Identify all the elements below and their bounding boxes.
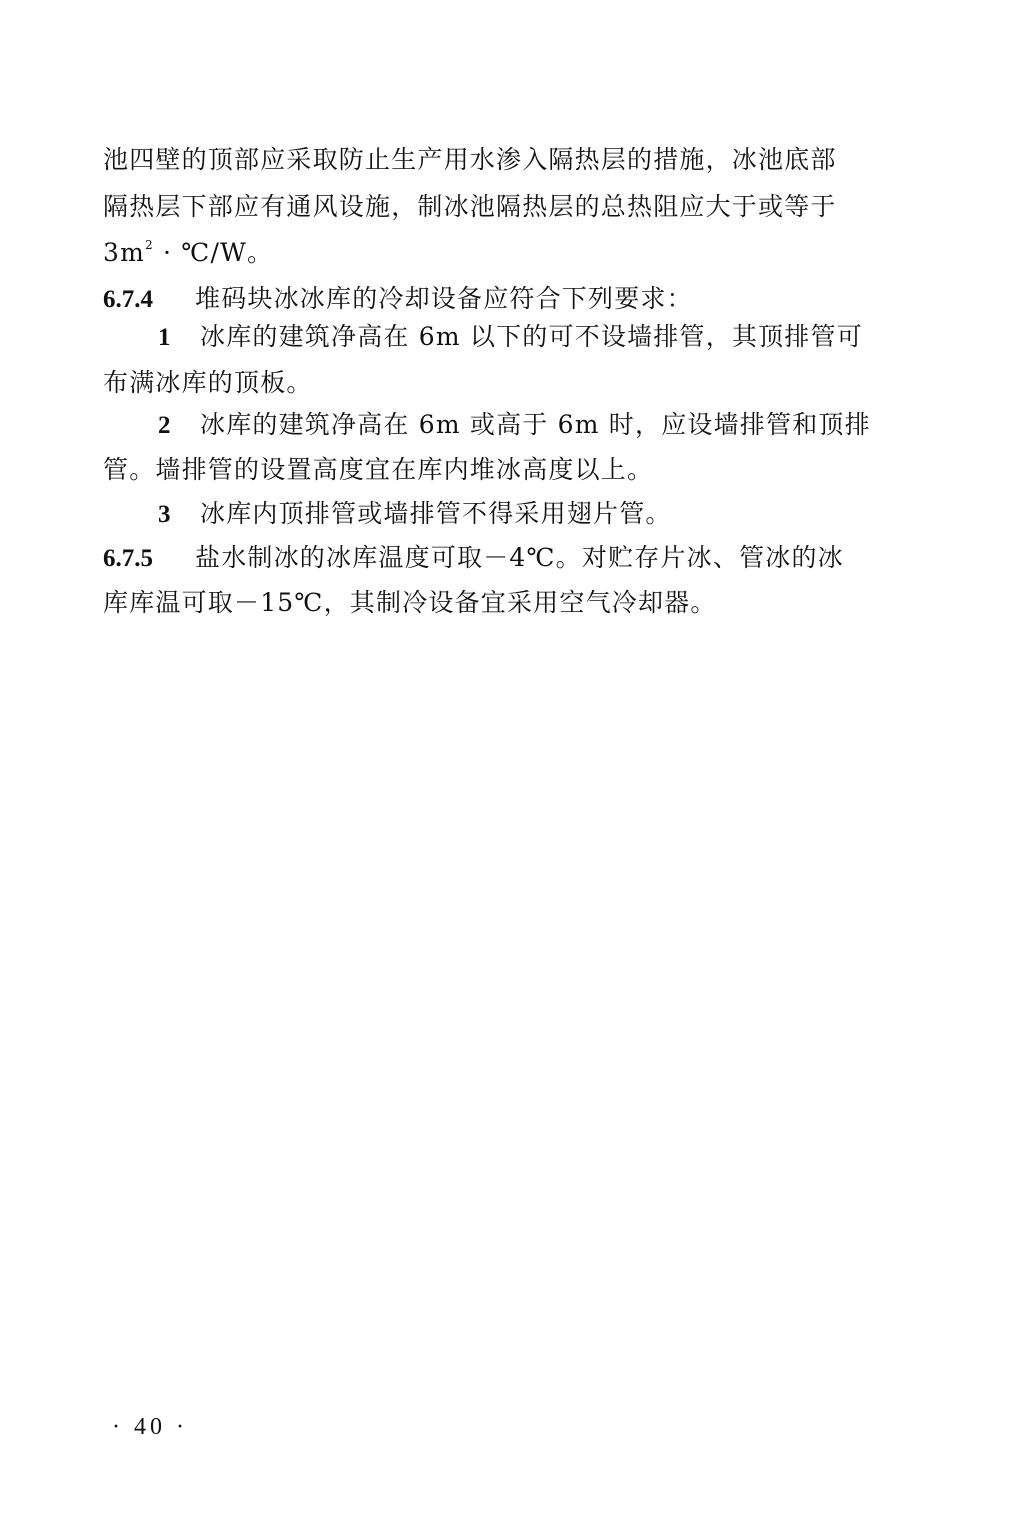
section-6-7-4: [103, 284, 693, 315]
item-text: 冰库的建筑净高在 6m 以下的可不设墙排管，其顶排管可: [200, 322, 863, 351]
list-item-1-continuation: 布满冰库的顶板。: [103, 368, 313, 397]
item-number: 3: [158, 501, 172, 528]
item-text: 冰库内顶排管或墙排管不得采用翅片管。: [200, 499, 672, 528]
section-text: 盐水制冰的冰库温度可取－4℃。对贮存片冰、管冰的冰: [195, 543, 844, 572]
list-item-3: [158, 499, 672, 530]
paragraph-line: 池四壁的顶部应采取防止生产用水渗入隔热层的措施，冰池底部: [103, 145, 837, 174]
list-item-2: [158, 410, 871, 441]
item-number: 2: [158, 412, 172, 439]
item-text: 冰库的建筑净高在 6m 或高于 6m 时，应设墙排管和顶排: [200, 410, 871, 439]
paragraph-line: [103, 238, 273, 268]
section-text: 堆码块冰冰库的冷却设备应符合下列要求：: [195, 284, 693, 313]
unit-text: 3m: [103, 238, 146, 267]
section-number: 6.7.4: [103, 286, 153, 313]
section-6-7-5-continuation: 库库温可取－15℃，其制冷设备宜采用空气冷却器。: [103, 588, 717, 617]
list-item-1: [158, 322, 863, 353]
superscript: 2: [145, 238, 154, 252]
section-6-7-5: [103, 543, 844, 574]
page-number: · 40 ·: [112, 1414, 188, 1440]
item-number: 1: [158, 324, 172, 351]
section-number: 6.7.5: [103, 545, 153, 572]
unit-text: · ℃/W。: [153, 238, 274, 267]
list-item-2-continuation: 管。墙排管的设置高度宜在库内堆冰高度以上。: [103, 455, 654, 484]
paragraph-line: 隔热层下部应有通风设施，制冰池隔热层的总热阻应大于或等于: [103, 192, 837, 221]
